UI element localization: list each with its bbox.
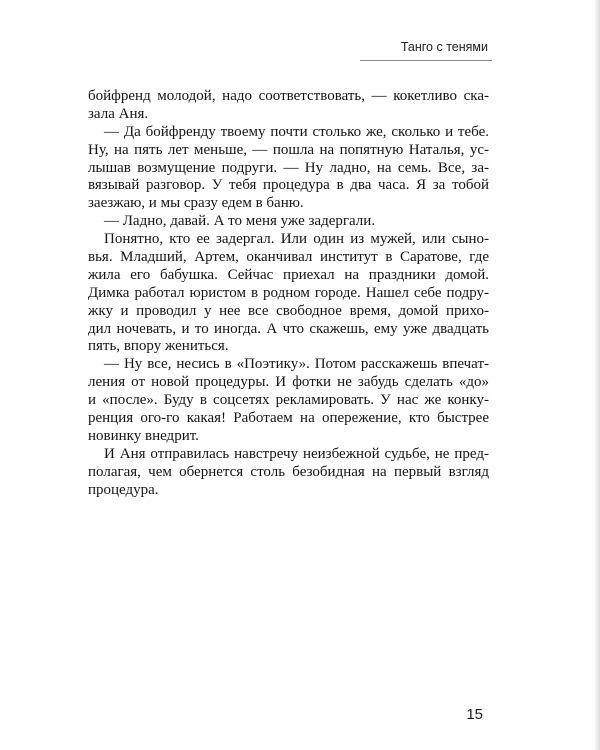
paragraph — [88, 231, 489, 356]
text-line: вья. Младший, Артем, оканчивал институт в Саратове, где — [88, 249, 489, 266]
text-line: процедура. — [88, 481, 159, 498]
text-line: лышав возмущение подруги. — Ну ладно, на семь. Все, за- — [88, 159, 489, 176]
paragraph — [88, 88, 489, 124]
text-line: новинку внедрит. — [88, 427, 199, 444]
text-line: полагая, чем обернется столь безобидная на первый взгляд — [88, 463, 489, 480]
paragraph — [88, 356, 489, 445]
text-line: жку и проводил у нее все свободное время, домой прихо- — [88, 302, 489, 319]
text-line: Димка работал юристом в родном городе. Нашел себе подру- — [88, 284, 489, 301]
text-line: — Да бойфренду твоему почти столько же, сколько и тебе. — [104, 123, 489, 140]
text-line: И Аня отправилась навстречу неизбежной судьбе, не пред- — [104, 445, 489, 462]
text-line: бойфренд молодой, надо соответствовать, — кокетливо ска- — [88, 88, 489, 104]
text-line: жила его бабушка. Сейчас приехал на праздники домой. — [88, 266, 489, 283]
text-line: дил ночевать, и то иногда. А что скажешь, ему уже двадцать — [88, 320, 489, 337]
text-line: Понятно, кто ее задергал. Или один из мужей, или сыно- — [104, 231, 489, 248]
paragraph — [88, 124, 489, 213]
text-line: — Ну все, несись в «Поэтику». Потом расскажешь впечат- — [104, 356, 489, 373]
text-line: заезжаю, и мы сразу едем в баню. — [88, 195, 304, 212]
text-line: ления от новой процедуры. И фотки не забудь сделать «до» — [88, 374, 489, 391]
text-line: пять, впору жениться. — [88, 338, 229, 355]
text-line: Ну, на пять лет меньше, — пошла на попятную Наталья, ус- — [88, 141, 489, 158]
text-line: зала Аня. — [88, 105, 149, 122]
text-line: вязывай разговор. У тебя процедура в два часа. Я за тобой — [88, 177, 489, 194]
text-line: ренция ого-го какая! Работаем на опережение, кто быстрее — [88, 410, 489, 427]
running-header: Танго с тенями — [400, 40, 488, 54]
page-edge-shadow — [594, 0, 600, 750]
page-number: 15 — [466, 706, 483, 723]
page-body — [88, 88, 489, 499]
paragraph — [88, 446, 489, 500]
text-line: — Ладно, давай. А то меня уже задергали. — [104, 213, 376, 230]
paragraph — [88, 213, 489, 231]
text-line: и «после». Буду в соцсетях рекламировать. У нас же конку- — [88, 392, 489, 409]
header-rule — [360, 60, 492, 61]
